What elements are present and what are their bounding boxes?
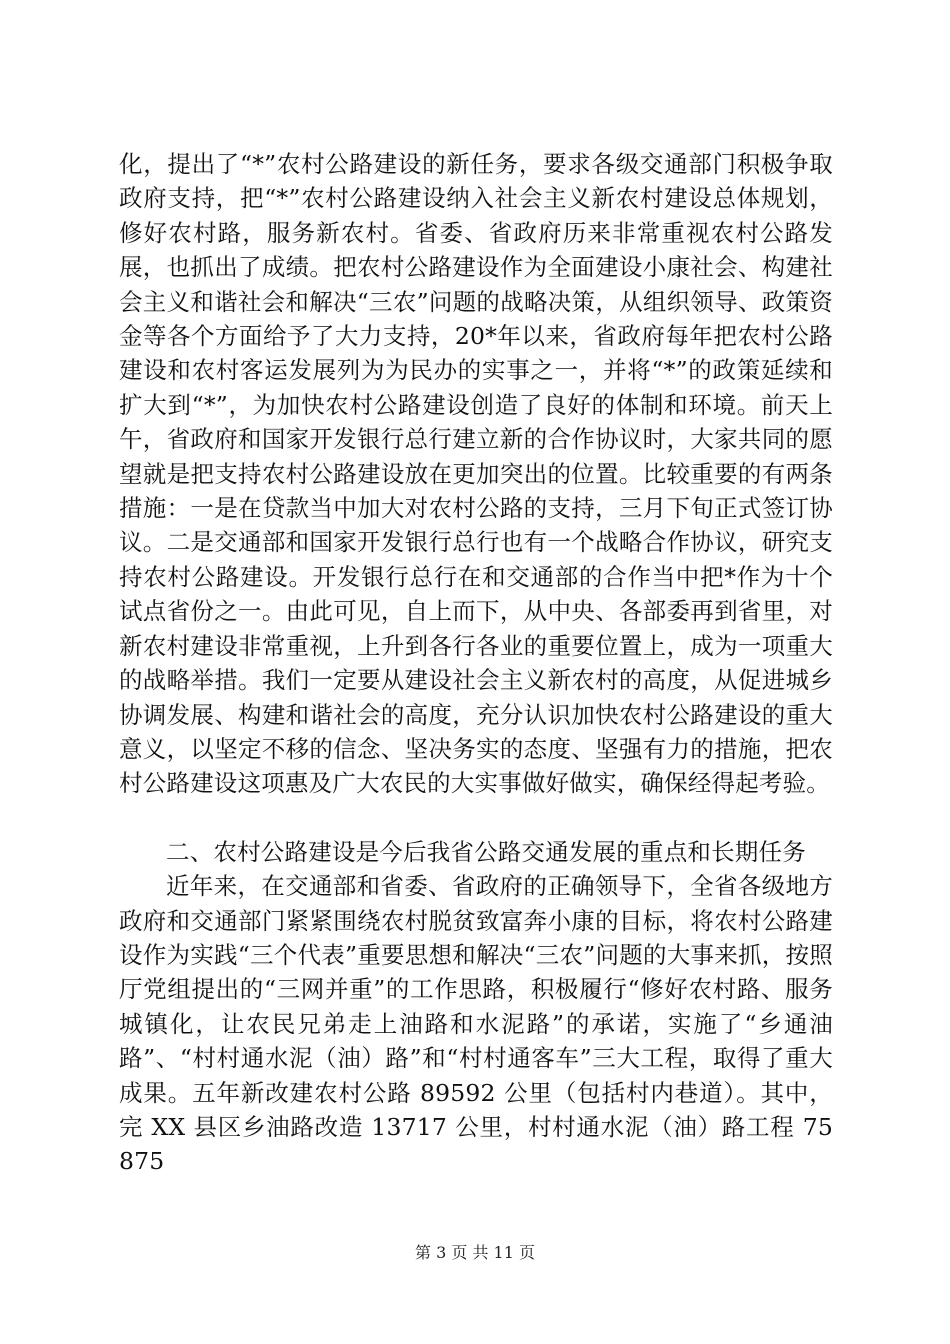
body-paragraph-1: 化，提出了“*”农村公路建设的新任务，要求各级交通部门积极争取政府支持，把“*”农村公路建设纳入社会主义新农村建设总体规划，修好农村路，服务新农村。省委、省政府历来非常重视农村公路发展，也抓出了成绩。把农村公路建设作为全面建设小康社会、构建社会主义和谐社会和解决“三农”问题的战略决策，从组织领导、政策资金等各个方面给予了大力支持，20*年以来，省政府每年把农村公路建设和农村客运发展列为为民办的实事之一，并将“*”的政策延续和扩大到“*”，为加快农村公路建设创造了良好的体制和环境。前天上午，省政府和国家开发银行总行建立新的合作协议时，大家共同的愿望就是把支持农村公路建设放在更加突出的位置。比较重要的有两条措施：一是在贷款当中加大对农村公路的支持，三月下旬正式签订协议。二是交通部和国家开发银行总行也有一个战略合作协议，研究支持农村公路建设。开发银行总行在和交通部的合作当中把*作为十个试点省份之一。由此可见，自上而下，从中央、各部委再到省里，对新农村建设非常重视，上升到各行各业的重要位置上，成为一项重大的战略举措。我们一定要从建设社会主义新农村的高度，从促进城乡协调发展、构建和谐社会的高度，充分认识加快农村公路建设的重大意义，以坚定不移的信念、坚决务实的态度、坚强有力的措施，把农村公路建设这项惠及广大农民的大实事做好做实，确保经得起考验。 [119,150,833,798]
section-heading: 二、农村公路建设是今后我省公路交通发展的重点和长期任务 [166,837,806,866]
body-paragraph-2: 近年来，在交通部和省委、省政府的正确领导下，全省各级地方政府和交通部门紧紧围绕农村脱贫致富奔小康的目标，将农村公路建设作为实践“三个代表”重要思想和解决“三农”问题的大事来抓，按照厅党组提出的“三网并重”的工作思路，积极履行“修好农村路、服务城镇化，让农民兄弟走上油路和水泥路”的承诺，实施了“乡通油路”、“村村通水泥（油）路”和“村村通客车”三大工程，取得了重大成果。五年新改建农村公路 89592 公里（包括村内巷道）。其中，完 XX 县区乡油路改造 13717 公里，村村通水泥（油）路工程 75875 [119,872,833,1176]
page-number-footer: 第 3 页 共 11 页 [415,1243,535,1262]
document-body [119,147,833,1179]
